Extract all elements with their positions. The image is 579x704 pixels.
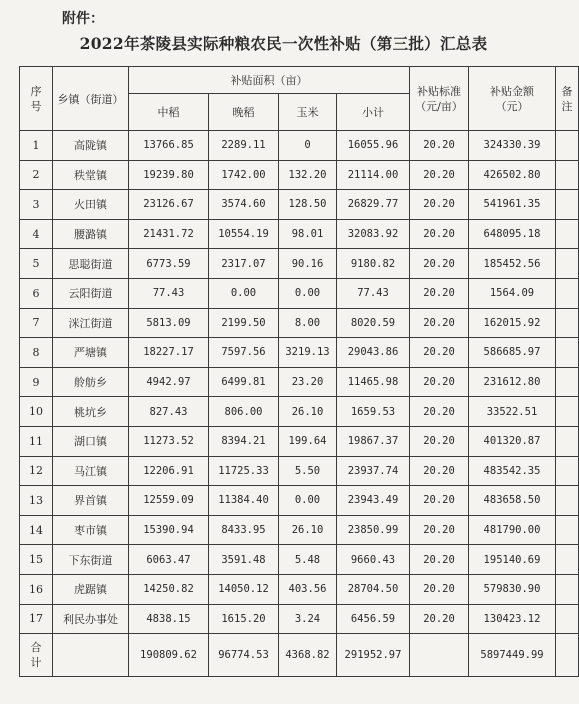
header-town: 乡镇（街道） [53,67,129,131]
row-seq: 5 [20,249,53,279]
row-subtotal: 8020.59 [337,308,410,338]
row-late-rice: 10554.19 [209,219,279,249]
row-early-rice: 77.43 [129,278,209,308]
row-corn: 5.50 [279,456,337,486]
header-late-rice: 晚稻 [209,94,279,131]
row-town: 湖口镇 [53,426,129,456]
row-standard: 20.20 [410,131,469,161]
row-note [556,604,579,634]
row-seq: 11 [20,426,53,456]
row-early-rice: 15390.94 [129,515,209,545]
total-late-rice: 96774.53 [209,634,279,677]
row-late-rice: 8433.95 [209,515,279,545]
row-standard: 20.20 [410,308,469,338]
table-row [20,367,579,397]
row-amount: 648095.18 [469,219,556,249]
row-standard: 20.20 [410,515,469,545]
row-amount: 481790.00 [469,515,556,545]
row-note [556,397,579,427]
header-early-rice: 中稻 [129,94,209,131]
row-seq: 15 [20,545,53,575]
row-standard: 20.20 [410,278,469,308]
row-late-rice: 1615.20 [209,604,279,634]
row-seq: 3 [20,190,53,220]
total-standard [410,634,469,677]
row-town: 下东街道 [53,545,129,575]
total-row [20,634,579,677]
row-standard: 20.20 [410,219,469,249]
row-late-rice: 0.00 [209,278,279,308]
table-row [20,515,579,545]
row-late-rice: 2317.07 [209,249,279,279]
row-standard: 20.20 [410,604,469,634]
row-town: 火田镇 [53,190,129,220]
table-row [20,278,579,308]
row-amount: 130423.12 [469,604,556,634]
header-amount-line2: （元） [495,99,529,113]
row-corn: 98.01 [279,219,337,249]
row-corn: 3219.13 [279,338,337,368]
total-early-rice: 190809.62 [129,634,209,677]
row-subtotal: 21114.00 [337,160,410,190]
row-note [556,160,579,190]
row-seq: 12 [20,456,53,486]
row-amount: 426502.80 [469,160,556,190]
row-amount: 195140.69 [469,545,556,575]
total-town-cell [53,634,129,677]
total-corn: 4368.82 [279,634,337,677]
row-amount: 324330.39 [469,131,556,161]
row-note [556,308,579,338]
row-seq: 10 [20,397,53,427]
row-late-rice: 6499.81 [209,367,279,397]
row-seq: 7 [20,308,53,338]
row-amount: 33522.51 [469,397,556,427]
table-row [20,338,579,368]
table-row [20,604,579,634]
row-corn: 3.24 [279,604,337,634]
total-label-line1: 合 [30,641,42,655]
row-early-rice: 13766.85 [129,131,209,161]
row-subtotal: 23850.99 [337,515,410,545]
row-standard: 20.20 [410,249,469,279]
header-seq [20,67,53,131]
header-amount [469,67,556,131]
row-amount: 401320.87 [469,426,556,456]
row-note [556,545,579,575]
row-early-rice: 4942.97 [129,367,209,397]
document-title: 2022年茶陵县实际种粮农民一次性补贴（第三批）汇总表 [79,34,488,53]
attachment-label: 附件： [62,11,104,27]
table-row [20,397,579,427]
row-late-rice: 11384.40 [209,486,279,516]
row-amount: 586685.97 [469,338,556,368]
row-early-rice: 4838.15 [129,604,209,634]
header-standard-line1: 补贴标准 [417,84,461,98]
row-early-rice: 14250.82 [129,574,209,604]
total-subtotal: 291952.97 [337,634,410,677]
row-note [556,131,579,161]
row-amount: 483658.50 [469,486,556,516]
table-row [20,456,579,486]
row-standard: 20.20 [410,486,469,516]
table-body [20,131,579,677]
row-standard: 20.20 [410,160,469,190]
row-subtotal: 19867.37 [337,426,410,456]
row-early-rice: 21431.72 [129,219,209,249]
row-corn: 132.20 [279,160,337,190]
table-row [20,308,579,338]
row-seq: 8 [20,338,53,368]
row-subtotal: 9180.82 [337,249,410,279]
row-seq: 13 [20,486,53,516]
header-note-line2: 注 [561,99,573,113]
row-note [556,515,579,545]
row-late-rice: 7597.56 [209,338,279,368]
header-standard [410,67,469,131]
header-note [556,67,579,131]
row-corn: 0.00 [279,278,337,308]
row-subtotal: 11465.98 [337,367,410,397]
row-town: 秩堂镇 [53,160,129,190]
row-standard: 20.20 [410,456,469,486]
row-standard: 20.20 [410,574,469,604]
row-town: 马江镇 [53,456,129,486]
subsidy-summary-table [19,66,579,677]
row-corn: 26.10 [279,515,337,545]
row-corn: 8.00 [279,308,337,338]
row-subtotal: 9660.43 [337,545,410,575]
row-amount: 483542.35 [469,456,556,486]
total-label [20,634,53,677]
row-corn: 0 [279,131,337,161]
table-row [20,486,579,516]
row-early-rice: 12206.91 [129,456,209,486]
total-label-line2: 计 [30,656,42,670]
row-town: 利民办事处 [53,604,129,634]
row-standard: 20.20 [410,545,469,575]
table-row [20,574,579,604]
row-town: 思聪街道 [53,249,129,279]
row-standard: 20.20 [410,367,469,397]
row-late-rice: 2199.50 [209,308,279,338]
row-town: 云阳街道 [53,278,129,308]
row-corn: 0.00 [279,486,337,516]
row-early-rice: 5813.09 [129,308,209,338]
header-seq-line1: 序 [30,84,42,98]
row-town: 舲舫乡 [53,367,129,397]
row-subtotal: 16055.96 [337,131,410,161]
table-row [20,190,579,220]
header-note-line1: 备 [561,84,573,98]
row-town: 高陇镇 [53,131,129,161]
row-note [556,219,579,249]
row-subtotal: 23937.74 [337,456,410,486]
row-amount: 185452.56 [469,249,556,279]
table-row [20,545,579,575]
row-subtotal: 6456.59 [337,604,410,634]
row-seq: 1 [20,131,53,161]
row-early-rice: 12559.09 [129,486,209,516]
row-seq: 14 [20,515,53,545]
row-late-rice: 8394.21 [209,426,279,456]
row-seq: 4 [20,219,53,249]
row-seq: 16 [20,574,53,604]
row-note [556,456,579,486]
row-late-rice: 3591.48 [209,545,279,575]
header-standard-line2: （元/亩） [415,99,463,113]
row-corn: 403.56 [279,574,337,604]
row-note [556,249,579,279]
row-corn: 128.50 [279,190,337,220]
row-town: 严塘镇 [53,338,129,368]
row-note [556,574,579,604]
header-seq-line2: 号 [30,99,42,113]
row-late-rice: 3574.60 [209,190,279,220]
row-note [556,190,579,220]
row-corn: 5.48 [279,545,337,575]
row-standard: 20.20 [410,338,469,368]
row-subtotal: 1659.53 [337,397,410,427]
row-standard: 20.20 [410,426,469,456]
row-seq: 17 [20,604,53,634]
table-row [20,426,579,456]
row-note [556,486,579,516]
header-subtotal: 小计 [337,94,410,131]
row-subtotal: 32083.92 [337,219,410,249]
row-amount: 162015.92 [469,308,556,338]
row-town: 虎踞镇 [53,574,129,604]
row-early-rice: 19239.80 [129,160,209,190]
row-seq: 9 [20,367,53,397]
row-late-rice: 2289.11 [209,131,279,161]
row-note [556,367,579,397]
row-late-rice: 1742.00 [209,160,279,190]
row-early-rice: 827.43 [129,397,209,427]
row-subtotal: 29043.86 [337,338,410,368]
row-corn: 90.16 [279,249,337,279]
row-corn: 199.64 [279,426,337,456]
row-amount: 541961.35 [469,190,556,220]
table-row [20,249,579,279]
row-amount: 579830.90 [469,574,556,604]
row-seq: 6 [20,278,53,308]
table-row [20,219,579,249]
row-late-rice: 14050.12 [209,574,279,604]
table-row [20,160,579,190]
row-standard: 20.20 [410,190,469,220]
row-amount: 231612.80 [469,367,556,397]
row-note [556,338,579,368]
row-note [556,426,579,456]
row-early-rice: 6063.47 [129,545,209,575]
row-subtotal: 26829.77 [337,190,410,220]
row-subtotal: 28704.50 [337,574,410,604]
header-area-group: 补贴面积（亩） [129,67,410,94]
row-corn: 23.20 [279,367,337,397]
row-standard: 20.20 [410,397,469,427]
row-note [556,278,579,308]
row-subtotal: 77.43 [337,278,410,308]
row-subtotal: 23943.49 [337,486,410,516]
row-early-rice: 18227.17 [129,338,209,368]
row-town: 枣市镇 [53,515,129,545]
row-town: 腰潞镇 [53,219,129,249]
row-early-rice: 11273.52 [129,426,209,456]
table-row [20,131,579,161]
row-early-rice: 6773.59 [129,249,209,279]
row-town: 桃坑乡 [53,397,129,427]
row-town: 洣江街道 [53,308,129,338]
header-corn: 玉米 [279,94,337,131]
total-note [556,634,579,677]
row-amount: 1564.09 [469,278,556,308]
row-seq: 2 [20,160,53,190]
row-town: 界首镇 [53,486,129,516]
row-late-rice: 806.00 [209,397,279,427]
total-amount: 5897449.99 [469,634,556,677]
row-early-rice: 23126.67 [129,190,209,220]
header-amount-line1: 补贴金额 [490,84,534,98]
row-late-rice: 11725.33 [209,456,279,486]
row-corn: 26.10 [279,397,337,427]
